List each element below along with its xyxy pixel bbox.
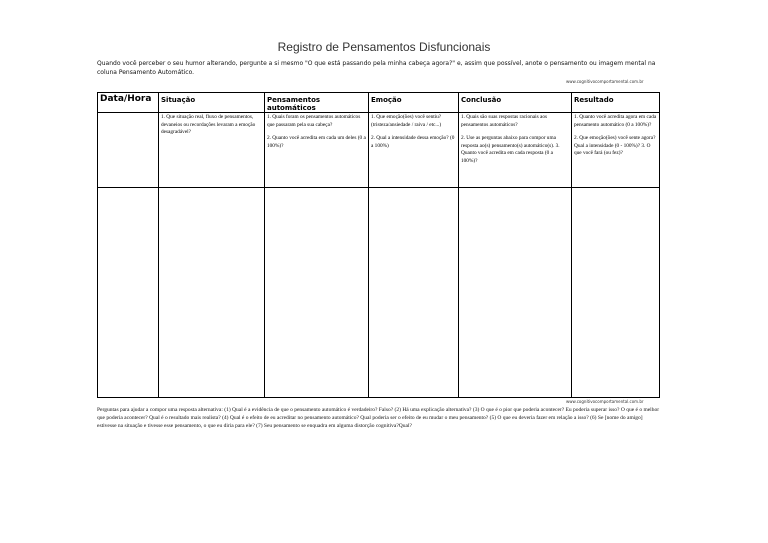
conclusao-prompt-1: 1. Quais são suas respostas racionais aos pensamentos automáticos? xyxy=(461,114,548,128)
header-resultado: Resultado xyxy=(572,93,660,113)
entry-cell-resultado[interactable] xyxy=(572,188,660,398)
entry-cell-situacao[interactable] xyxy=(159,188,265,398)
guide-cell-conclusao[interactable] xyxy=(459,113,572,188)
instructions-text: Quando você perceber o seu humor alterando, pergunte a si mesmo "O que está passando pela minha cabeça agora?" e, assim que possível, anote o pensamento ou imagem mental na coluna Pensamento Automático. xyxy=(97,60,656,76)
guide-cell-data-hora[interactable] xyxy=(98,113,159,188)
guide-cell-situacao[interactable] xyxy=(159,113,265,188)
header-row xyxy=(98,93,660,113)
header-data-hora: Data/Hora xyxy=(98,93,159,113)
guide-row xyxy=(98,113,660,188)
emocao-prompt-2: 2. Qual a intensidade dessa emoção? (0 a 100%) xyxy=(371,135,455,149)
situacao-prompt-1: 1. Que situação real, fluxo de pensamentos, devaneios ou recordações levaram a emoção desagradável? xyxy=(161,114,256,135)
header-situacao: Situação xyxy=(159,93,265,113)
thought-record-table xyxy=(97,92,660,398)
emocao-prompt-1: 1. Que emoção(ões) você sentiu? (tristeza/ansiedade / raiva / etc...) xyxy=(371,114,442,128)
resultado-prompt-2: 2. Que emoção(ões) você sente agora? Qual a intensidade (0 - 100%)? 3. O que você fará (ou fez)? xyxy=(574,135,656,156)
entry-row xyxy=(98,188,660,398)
page-title: Registro de Pensamentos Disfuncionais xyxy=(277,40,491,54)
entry-cell-conclusao[interactable] xyxy=(459,188,572,398)
entry-cell-data-hora[interactable] xyxy=(98,188,159,398)
pensamentos-prompt-1: 1. Quais foram os pensamentos automáticos que passaram pela sua cabeça? xyxy=(267,114,361,128)
header-conclusao: Conclusão xyxy=(459,93,572,113)
entry-cell-emocao[interactable] xyxy=(369,188,459,398)
website-url-bottom[interactable]: www.cognitivocomportamental.com.br xyxy=(566,399,644,404)
conclusao-prompt-2: 2. Use as perguntas abaixo para compor uma resposta ao(s) pensamento(s) automático(s). 3. Quanto você acredita em cada resposta (0 a 100%)? xyxy=(461,135,560,164)
guide-cell-resultado[interactable] xyxy=(572,113,660,188)
guide-cell-emocao[interactable] xyxy=(369,113,459,188)
alternative-response-questions: Perguntas para ajudar a compor uma resposta alternativa: (1) Qual é a evidência de que o pensamento automático é verdadeiro? Falso? (2) Há uma explicação alternativa? (3) O que é o pior que poderia acontecer? Eu poderia superar isso? O que é o melhor que poderia acontecer? Qual é o resultado mais realista? (4) Qual é o efeito de eu acreditar no pensamento automático? Qual poderia ser o efeito de eu mudar o meu pensamento? (5) O que eu deveria fazer em relação a isso? (6) Se [nome do amigo] estivesse na situação e tivesse esse pensamento, o que eu diria para ele? (7) Seu pensamento se enquadra em alguma distorção cognitiva?Qual? xyxy=(97,407,660,429)
resultado-prompt-1: 1. Quanto você acredita agora em cada pensamento automático (0 a 100%)? xyxy=(574,114,657,128)
entry-cell-pensamentos[interactable] xyxy=(265,188,369,398)
guide-cell-pensamentos[interactable] xyxy=(265,113,369,188)
pensamentos-prompt-2: 2. Quanto você acredita em cada um deles (0 a 100%)? xyxy=(267,135,366,149)
header-pensamentos: Pensamentos automáticos xyxy=(265,93,369,113)
website-url-top[interactable]: www.cognitivocomportamental.com.br xyxy=(566,79,644,84)
header-emocao: Emoção xyxy=(369,93,459,113)
